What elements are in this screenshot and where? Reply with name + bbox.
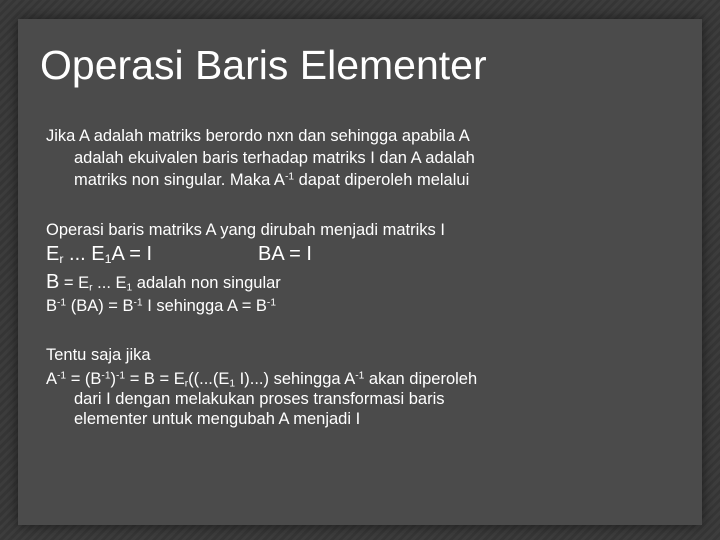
text-span: = E bbox=[59, 274, 90, 292]
text-span: A bbox=[46, 370, 58, 388]
subscript: r bbox=[89, 282, 93, 294]
superscript: -1 bbox=[57, 297, 67, 309]
superscript: -1 bbox=[57, 370, 67, 382]
superscript: -1 bbox=[355, 370, 365, 382]
text-span: I sehingga A = B bbox=[142, 297, 267, 315]
text-span: A = I bbox=[111, 243, 153, 265]
para3-line2 bbox=[46, 369, 477, 390]
equation-b-product bbox=[46, 272, 281, 294]
equation-ba-i: BA = I bbox=[258, 243, 312, 265]
para3-line4: elementer untuk mengubah A menjadi I bbox=[74, 410, 361, 428]
text-span: adalah non singular bbox=[132, 274, 281, 292]
text-span: ... E bbox=[92, 274, 127, 292]
subscript: r bbox=[184, 378, 189, 390]
equation-b-inverse bbox=[46, 296, 276, 317]
text-span: B bbox=[46, 297, 58, 315]
text-span: ) bbox=[110, 370, 117, 388]
text-span: = B = E bbox=[125, 370, 185, 388]
text-span: akan diperoleh bbox=[364, 370, 478, 388]
superscript: -1 bbox=[133, 297, 143, 309]
para2-line1: Operasi baris matriks A yang dirubah menjadi matriks I bbox=[46, 221, 445, 239]
para1-line3 bbox=[46, 170, 469, 191]
superscript: -1 bbox=[284, 171, 295, 183]
equation-er-e1-a bbox=[46, 244, 152, 265]
text-span: dapat diperoleh melalui bbox=[294, 171, 470, 189]
text-span: E bbox=[46, 243, 60, 265]
para3-line1: Tentu saja jika bbox=[46, 346, 151, 364]
superscript: -1 bbox=[116, 370, 126, 382]
superscript: -1 bbox=[266, 297, 277, 309]
text-span: = (B bbox=[66, 370, 102, 388]
text-span: B bbox=[46, 271, 60, 293]
subscript: 1 bbox=[104, 252, 112, 267]
para3-line3: dari I dengan melakukan proses transformasi baris bbox=[74, 390, 445, 408]
subscript: 1 bbox=[126, 282, 133, 294]
subscript: r bbox=[59, 252, 64, 267]
text-span: (BA) = B bbox=[66, 297, 134, 315]
para1-line2: adalah ekuivalen baris terhadap matriks I dan A adalah bbox=[74, 149, 475, 167]
text-span: ((...(E bbox=[188, 370, 230, 388]
slide-title: Operasi Baris Elementer bbox=[40, 42, 487, 88]
text-span: ... E bbox=[63, 243, 105, 265]
subscript: 1 bbox=[229, 378, 236, 390]
superscript: -1 bbox=[101, 370, 111, 382]
text-span: I)...) sehingga A bbox=[235, 370, 356, 388]
para1-line1: Jika A adalah matriks berordo nxn dan sehingga apabila A bbox=[46, 127, 470, 145]
text-span: matriks non singular. Maka A bbox=[74, 171, 285, 189]
